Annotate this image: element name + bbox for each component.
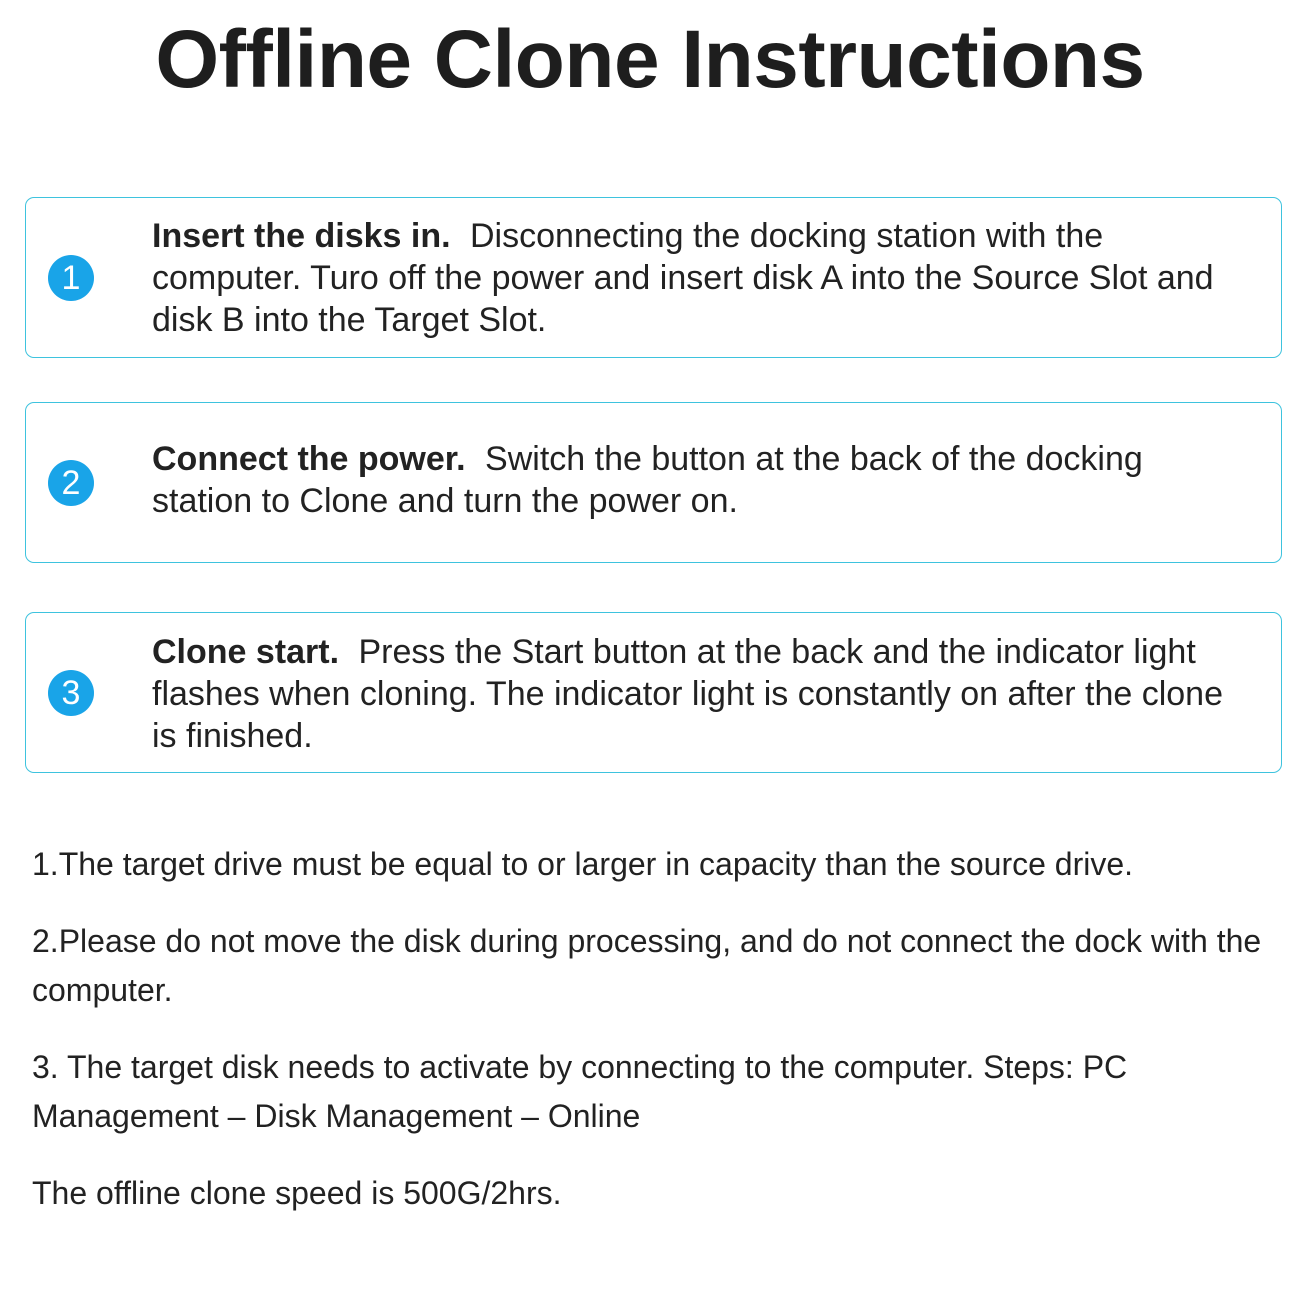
note-activate-disk: 3. The target disk needs to activate by connecting to the computer. Steps: PC Management – Disk Management – Online xyxy=(32,1049,1128,1134)
step-number-badge: 1 xyxy=(48,255,94,301)
step-card-3 xyxy=(25,612,1282,773)
step-heading: Connect the power. xyxy=(152,440,466,478)
step-number-badge: 3 xyxy=(48,670,94,716)
step-body: Switch the button at the back of the docking station to Clone and turn the power on. xyxy=(152,440,1143,520)
step-card-1 xyxy=(25,197,1282,358)
step-description xyxy=(152,631,1241,757)
step-description xyxy=(152,215,1241,341)
page-title: Offline Clone Instructions xyxy=(155,14,1145,105)
note-do-not-move: 2.Please do not move the disk during processing, and do not connect the dock with the computer. xyxy=(32,923,1262,1008)
step-heading: Clone start. xyxy=(152,633,340,671)
step-number-badge: 2 xyxy=(48,460,94,506)
step-body: Disconnecting the docking station with the computer. Turo off the power and insert disk A into the Source Slot and disk B into the Target Slot. xyxy=(152,217,1214,339)
notes-section xyxy=(32,840,1272,1246)
step-card-2 xyxy=(25,402,1282,563)
step-heading: Insert the disks in. xyxy=(152,217,451,255)
step-description xyxy=(152,438,1241,522)
note-capacity: 1.The target drive must be equal to or larger in capacity than the source drive. xyxy=(32,846,1134,882)
step-body: Press the Start button at the back and the indicator light flashes when cloning. The indicator light is constantly on after the clone is finished. xyxy=(152,633,1223,755)
note-clone-speed: The offline clone speed is 500G/2hrs. xyxy=(32,1175,562,1211)
